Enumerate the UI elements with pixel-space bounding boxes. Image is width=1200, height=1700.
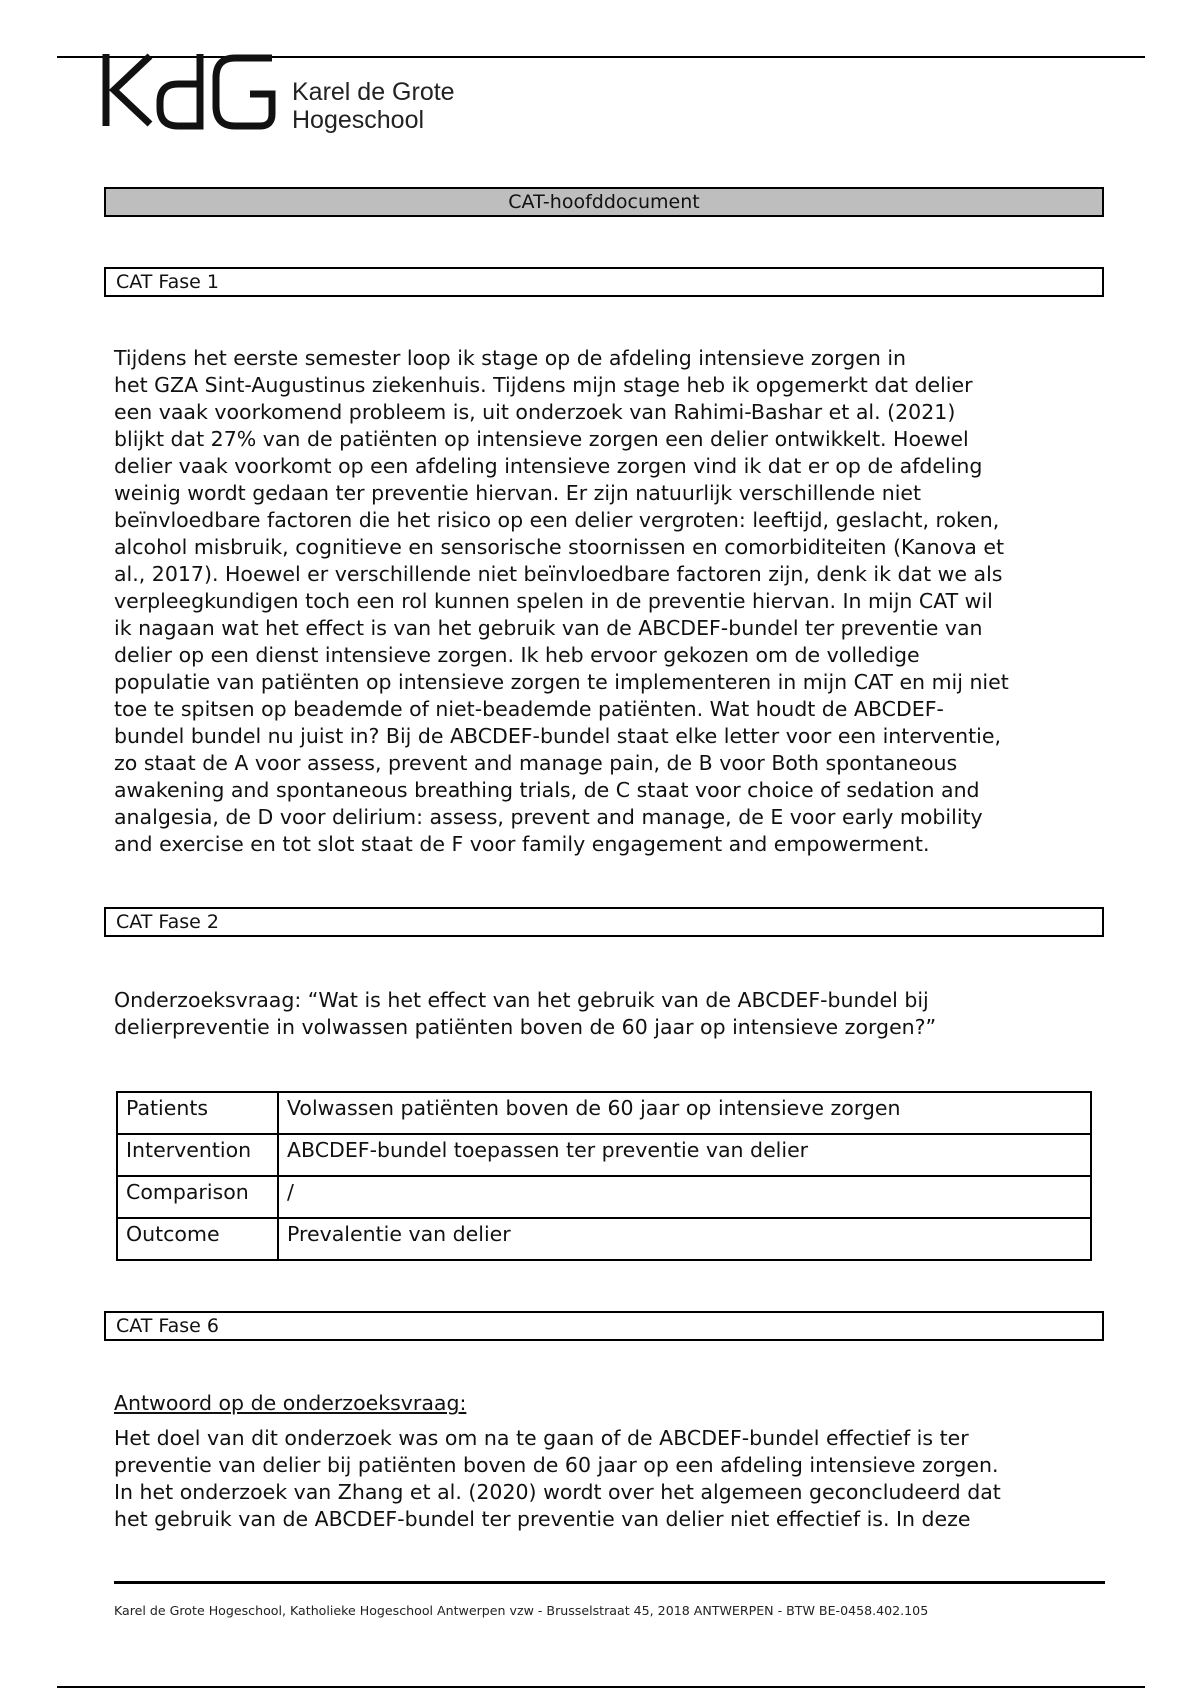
pico-table <box>116 1091 1092 1261</box>
text-line: preventie van delier bij patiënten boven de 60 jaar op een afdeling intensieve zorgen. <box>114 1453 999 1477</box>
text-line: weinig wordt gedaan ter preventie hiervan. Er zijn natuurlijk verschillende niet <box>114 481 922 505</box>
logo <box>100 50 455 134</box>
table-row <box>117 1218 1091 1260</box>
pico-value: / <box>278 1176 1091 1218</box>
text-line: het GZA Sint-Augustinus ziekenhuis. Tijdens mijn stage heb ik opgemerkt dat delier <box>114 373 973 397</box>
text-line: een vaak voorkomend probleem is, uit onderzoek van Rahimi-Bashar et al. (2021) <box>114 400 956 424</box>
text-line: het gebruik van de ABCDEF-bundel ter preventie van delier niet effectief is. In deze <box>114 1507 971 1531</box>
document-title: CAT-hoofddocument <box>104 187 1104 217</box>
text-line: beïnvloedbare factoren die het risico op een delier vergroten: leeftijd, geslacht, roken, <box>114 508 1000 532</box>
text-line: Tijdens het eerste semester loop ik stage op de afdeling intensieve zorgen in <box>114 346 907 370</box>
pico-value: Volwassen patiënten boven de 60 jaar op intensieve zorgen <box>278 1092 1091 1134</box>
pico-value: Prevalentie van delier <box>278 1218 1091 1260</box>
bottom-rule <box>57 1686 1145 1688</box>
phase1-heading: CAT Fase 1 <box>104 267 1104 297</box>
text-line: analgesia, de D voor delirium: assess, prevent and manage, de E voor early mobility <box>114 805 983 829</box>
text-line: ik nagaan wat het effect is van het gebruik van de ABCDEF-bundel ter preventie van <box>114 616 983 640</box>
text-line: populatie van patiënten op intensieve zorgen te implementeren in mijn CAT en mij niet <box>114 670 1009 694</box>
text-line: zo staat de A voor assess, prevent and manage pain, de B voor Both spontaneous <box>114 751 958 775</box>
pico-value: ABCDEF-bundel toepassen ter preventie van delier <box>278 1134 1091 1176</box>
table-row <box>117 1092 1091 1134</box>
text-line: delier op een dienst intensieve zorgen. Ik heb ervoor gekozen om de volledige <box>114 643 920 667</box>
text-line: al., 2017). Hoewel er verschillende niet beïnvloedbare factoren zijn, denk ik dat we als <box>114 562 1003 586</box>
table-row <box>117 1134 1091 1176</box>
text-line: bundel bundel nu juist in? Bij de ABCDEF-bundel staat elke letter voor een interventie, <box>114 724 1001 748</box>
table-row <box>117 1176 1091 1218</box>
text-line: delierpreventie in volwassen patiënten boven de 60 jaar op intensieve zorgen?” <box>114 1015 937 1039</box>
text-line: alcohol misbruik, cognitieve en sensorische stoornissen en comorbiditeiten (Kanova et <box>114 535 1005 559</box>
text-line: awakening and spontaneous breathing trials, de C staat voor choice of sedation and <box>114 778 980 802</box>
answer-subheading: Antwoord op de onderzoeksvraag: <box>114 1391 467 1415</box>
research-question <box>114 987 1099 1041</box>
logo-name-line2: Hogeschool <box>292 106 425 134</box>
text-line: verpleegkundigen toch een rol kunnen spelen in de preventie hiervan. In mijn CAT wil <box>114 589 993 613</box>
footer-rule <box>114 1581 1105 1584</box>
phase6-heading: CAT Fase 6 <box>104 1311 1104 1341</box>
logo-wordmark <box>292 78 455 134</box>
pico-label: Patients <box>117 1092 278 1134</box>
pico-label: Outcome <box>117 1218 278 1260</box>
footer-text: Karel de Grote Hogeschool, Katholieke Hogeschool Antwerpen vzw - Brusselstraat 45, 2018 ANTWERPEN - BTW BE-0458.402.105 <box>114 1603 929 1618</box>
kdg-logo-icon <box>100 50 280 130</box>
phase1-paragraph <box>114 345 1099 858</box>
text-line: blijkt dat 27% van de patiënten op intensieve zorgen een delier ontwikkelt. Hoewel <box>114 427 969 451</box>
text-line: Onderzoeksvraag: “Wat is het effect van het gebruik van de ABCDEF-bundel bij <box>114 988 929 1012</box>
phase2-heading: CAT Fase 2 <box>104 907 1104 937</box>
text-line: delier vaak voorkomt op een afdeling intensieve zorgen vind ik dat er op de afdeling <box>114 454 983 478</box>
logo-name-line1: Karel de Grote <box>292 78 455 106</box>
text-line: In het onderzoek van Zhang et al. (2020) wordt over het algemeen geconcludeerd dat <box>114 1480 1001 1504</box>
text-line: Het doel van dit onderzoek was om na te gaan of de ABCDEF-bundel effectief is ter <box>114 1426 969 1450</box>
pico-label: Intervention <box>117 1134 278 1176</box>
text-line: toe te spitsen op beademde of niet-beademde patiënten. Wat houdt de ABCDEF- <box>114 697 944 721</box>
text-line: and exercise en tot slot staat de F voor family engagement and empowerment. <box>114 832 930 856</box>
phase6-paragraph <box>114 1425 1099 1533</box>
pico-label: Comparison <box>117 1176 278 1218</box>
